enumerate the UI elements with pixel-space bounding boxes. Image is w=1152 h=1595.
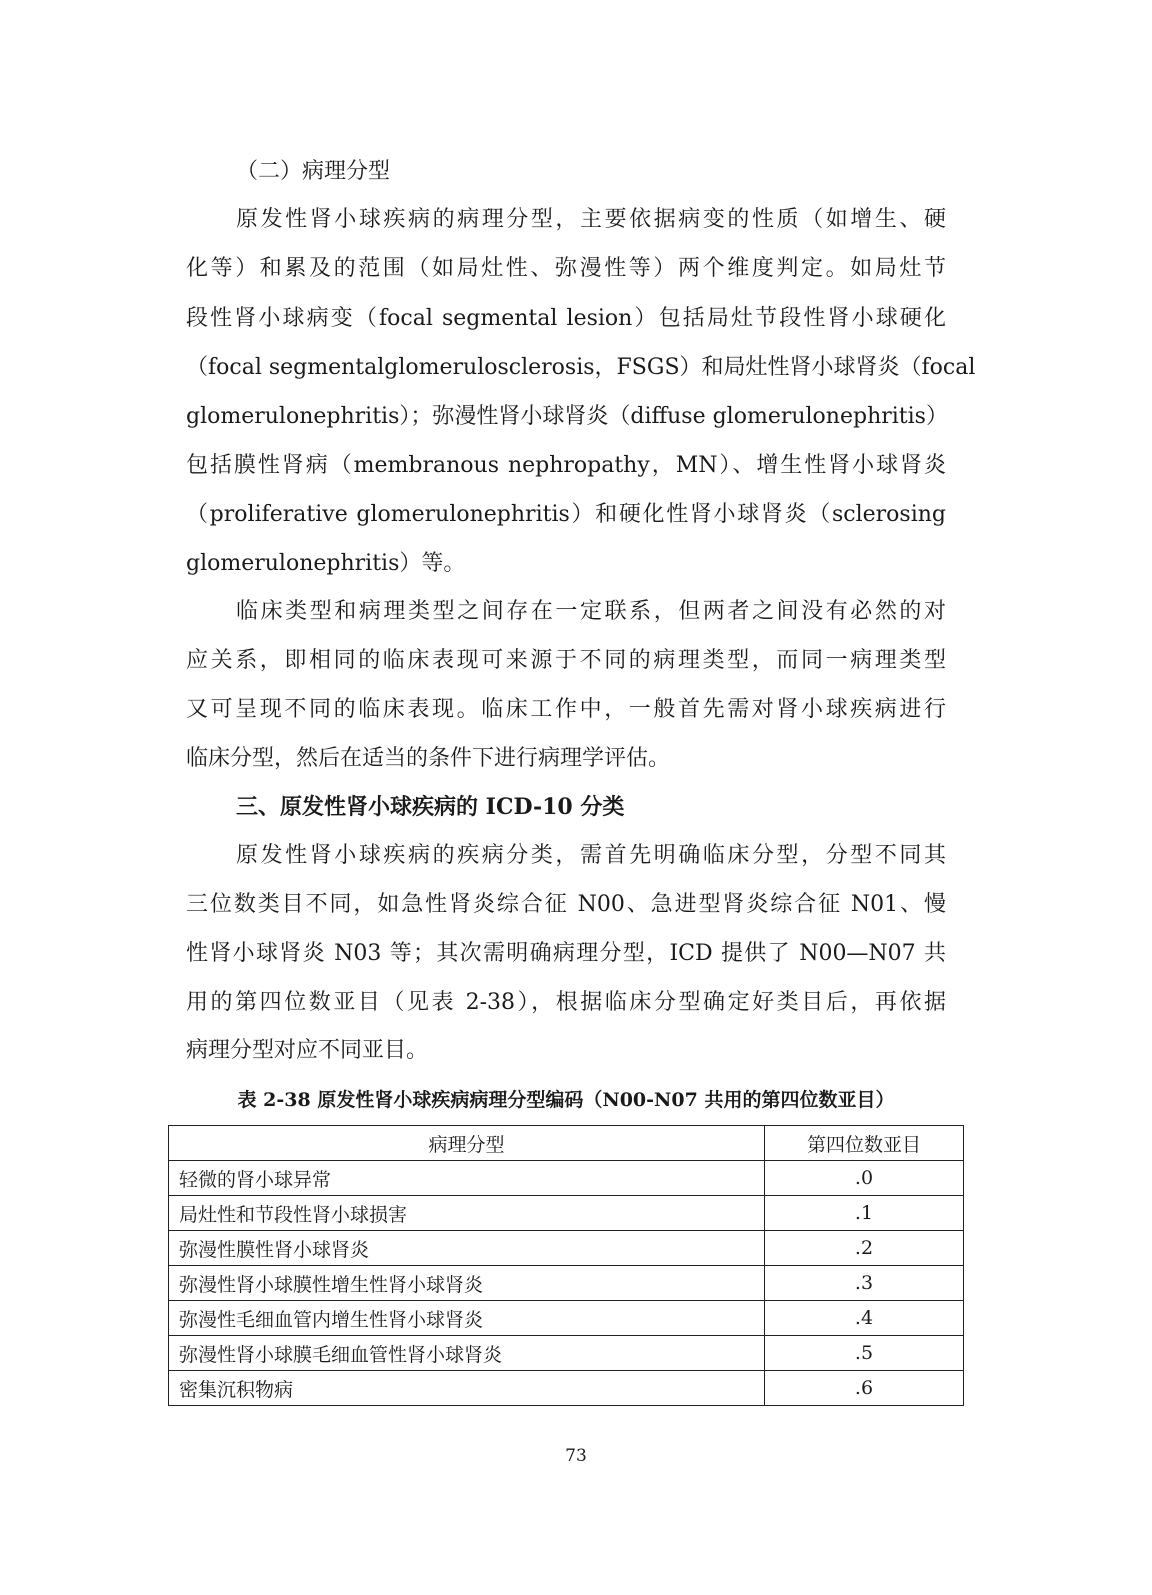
table-row <box>169 1196 964 1231</box>
pathology-type-cell: 轻微的肾小球异常 <box>169 1161 765 1196</box>
subcategory-code-cell: .6 <box>765 1371 964 1406</box>
paragraph-line: 包括膜性肾病（membranous nephropathy，MN）、增生性肾小球肾炎 <box>186 453 946 478</box>
table-row <box>169 1336 964 1371</box>
paragraph-line: glomerulonephritis）等。 <box>186 551 466 576</box>
subcategory-code-cell: .0 <box>765 1161 964 1196</box>
table-caption: 表 2-38 原发性肾小球疾病病理分型编码（N00-N07 共用的第四位数亚目） <box>237 1089 895 1111</box>
pathology-code-table <box>168 1125 964 1406</box>
paragraph-line: 原发性肾小球疾病的病理分型，主要依据病变的性质（如增生、硬 <box>236 207 946 232</box>
paragraph-line: （proliferative glomerulonephritis）和硬化性肾小球肾炎（sclerosing <box>186 502 946 527</box>
paragraph-line: 又可呈现不同的临床表现。临床工作中，一般首先需对肾小球疾病进行 <box>186 697 946 722</box>
column-header: 第四位数亚目 <box>765 1126 964 1161</box>
table-row <box>169 1231 964 1266</box>
subcategory-code-cell: .4 <box>765 1301 964 1336</box>
paragraph-line: 化等）和累及的范围（如局灶性、弥漫性等）两个维度判定。如局灶节 <box>186 256 946 281</box>
paragraph-line: 原发性肾小球疾病的疾病分类，需首先明确临床分型，分型不同其 <box>236 843 946 868</box>
paragraph-line: 三位数类目不同，如急性肾炎综合征 N00、急进型肾炎综合征 N01、慢 <box>186 892 946 917</box>
pathology-type-cell: 局灶性和节段性肾小球损害 <box>169 1196 765 1231</box>
pathology-type-cell: 弥漫性肾小球膜性增生性肾小球肾炎 <box>169 1266 765 1301</box>
page-number: 73 <box>565 1446 587 1466</box>
table-row <box>169 1301 964 1336</box>
pathology-type-cell: 弥漫性毛细血管内增生性肾小球肾炎 <box>169 1301 765 1336</box>
subcategory-code-cell: .3 <box>765 1266 964 1301</box>
paragraph-line: glomerulonephritis）；弥漫性肾小球肾炎（diffuse glomerulonephritis） <box>186 404 948 429</box>
section-heading-pathology: （二）病理分型 <box>236 159 391 184</box>
pathology-type-cell: 密集沉积物病 <box>169 1371 765 1406</box>
table-row <box>169 1266 964 1301</box>
subcategory-code-cell: .2 <box>765 1231 964 1266</box>
paragraph-line: 用的第四位数亚目（见表 2-38），根据临床分型确定好类目后，再依据 <box>186 990 946 1015</box>
paragraph-line: 性肾小球肾炎 N03 等；其次需明确病理分型，ICD 提供了 N00—N07 共 <box>186 941 946 966</box>
table-row <box>169 1161 964 1196</box>
table-row <box>169 1371 964 1406</box>
pathology-type-cell: 弥漫性膜性肾小球肾炎 <box>169 1231 765 1266</box>
subcategory-code-cell: .5 <box>765 1336 964 1371</box>
paragraph-line: 段性肾小球病变（focal segmental lesion）包括局灶节段性肾小球硬化 <box>186 306 946 331</box>
column-header: 病理分型 <box>169 1126 765 1161</box>
subcategory-code-cell: .1 <box>765 1196 964 1231</box>
paragraph-line: 临床分型，然后在适当的条件下进行病理学评估。 <box>186 746 671 771</box>
paragraph-line: 病理分型对应不同亚目。 <box>186 1038 429 1063</box>
section-heading-icd: 三、原发性肾小球疾病的 ICD-10 分类 <box>236 794 625 820</box>
paragraph-line: 应关系，即相同的临床表现可来源于不同的病理类型，而同一病理类型 <box>186 648 946 673</box>
paragraph-line: （focal segmentalglomerulosclerosis，FSGS）和局灶性肾小球肾炎（focal <box>186 355 976 380</box>
table-header-row <box>169 1126 964 1161</box>
paragraph-line: 临床类型和病理类型之间存在一定联系，但两者之间没有必然的对 <box>236 599 946 624</box>
pathology-type-cell: 弥漫性肾小球膜毛细血管性肾小球肾炎 <box>169 1336 765 1371</box>
